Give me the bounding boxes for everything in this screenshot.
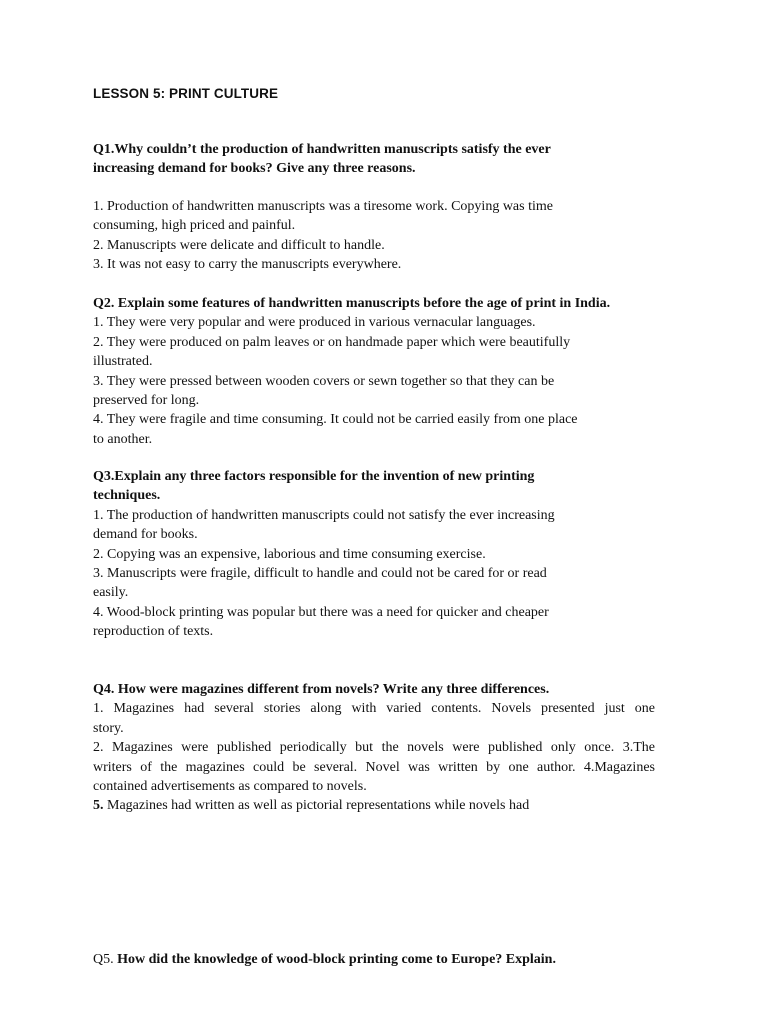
answer-2-line-1: 1. They were very popular and were produced in various vernacular languages.	[93, 315, 536, 331]
answer-4-line-5: contained advertisements as compared to novels.	[93, 778, 367, 794]
answer-2-line-6: 4. They were fragile and time consuming. It could not be carried easily from one place	[93, 412, 578, 428]
answer-2-line-2: 2. They were produced on palm leaves or on handmade paper which were beautifully	[93, 334, 571, 350]
answer-4-line-1: 1. Magazines had several stories along with varied contents. Novels presented just one	[93, 701, 655, 717]
answer-2-line-4: 3. They were pressed between wooden covers or sewn together so that they can be	[93, 373, 555, 389]
question-1	[93, 140, 668, 179]
question-1-line-2: increasing demand for books? Give any three reasons.	[93, 161, 416, 177]
question-1-line-1: Q1.Why couldn’t the production of handwritten manuscripts satisfy the ever	[93, 142, 551, 157]
answer-3-line-1: 1. The production of handwritten manuscripts could not satisfy the ever increasing	[93, 507, 555, 523]
answer-1-line-4: 3. It was not easy to carry the manuscripts everywhere.	[93, 257, 402, 273]
question-5-line-1	[93, 950, 668, 969]
answer-1-line-1: 1. Production of handwritten manuscripts was a tiresome work. Copying was time	[93, 199, 553, 214]
question-3-line-2: techniques.	[93, 488, 161, 504]
question-4-line-1: Q4. How were magazines different from novels? Write any three differences.	[93, 682, 550, 697]
answer-2-line-3: illustrated.	[93, 354, 153, 370]
answer-4-line-3: 2. Magazines were published periodically but the novels were published only once. 3.The	[93, 740, 655, 756]
answer-2-line-7: to another.	[93, 431, 153, 447]
answer-3-line-5: easily.	[93, 585, 129, 601]
question-3-line-1: Q3.Explain any three factors responsible for the invention of new printing	[93, 469, 535, 484]
answer-4-item-5-text: Magazines had written as well as pictorial representations while novels had	[103, 798, 530, 814]
question-2	[93, 294, 668, 449]
question-3	[93, 467, 668, 642]
answer-2-line-5: preserved for long.	[93, 392, 200, 408]
answer-3-line-6: 4. Wood-block printing was popular but there was a need for quicker and cheaper	[93, 604, 549, 620]
answer-3-line-3: 2. Copying was an expensive, laborious and time consuming exercise.	[93, 546, 486, 562]
answer-4-line-2: story.	[93, 720, 124, 736]
question-4	[93, 680, 655, 816]
answer-3-line-7: reproduction of texts.	[93, 624, 214, 640]
lesson-title: LESSON 5: PRINT CULTURE	[93, 86, 279, 101]
question-5	[93, 950, 668, 969]
question-2-line-1: Q2. Explain some features of handwritten manuscripts before the age of print in India.	[93, 296, 611, 311]
answer-1-line-3: 2. Manuscripts were delicate and difficult to handle.	[93, 237, 385, 253]
answer-4-item-5-number: 5.	[93, 798, 104, 814]
answer-4-line-6	[93, 796, 655, 815]
answer-1	[93, 197, 668, 275]
question-5-prefix: Q5.	[93, 952, 118, 967]
answer-1-line-2: consuming, high priced and painful.	[93, 218, 296, 234]
answer-3-line-2: demand for books.	[93, 527, 198, 543]
question-5-text: How did the knowledge of wood-block printing come to Europe? Explain.	[117, 952, 556, 967]
answer-4-line-4: writers of the magazines could be several. Novel was written by one author. 4.Magazines	[93, 759, 655, 775]
answer-3-line-4: 3. Manuscripts were fragile, difficult to handle and could not be cared for or read	[93, 565, 547, 581]
